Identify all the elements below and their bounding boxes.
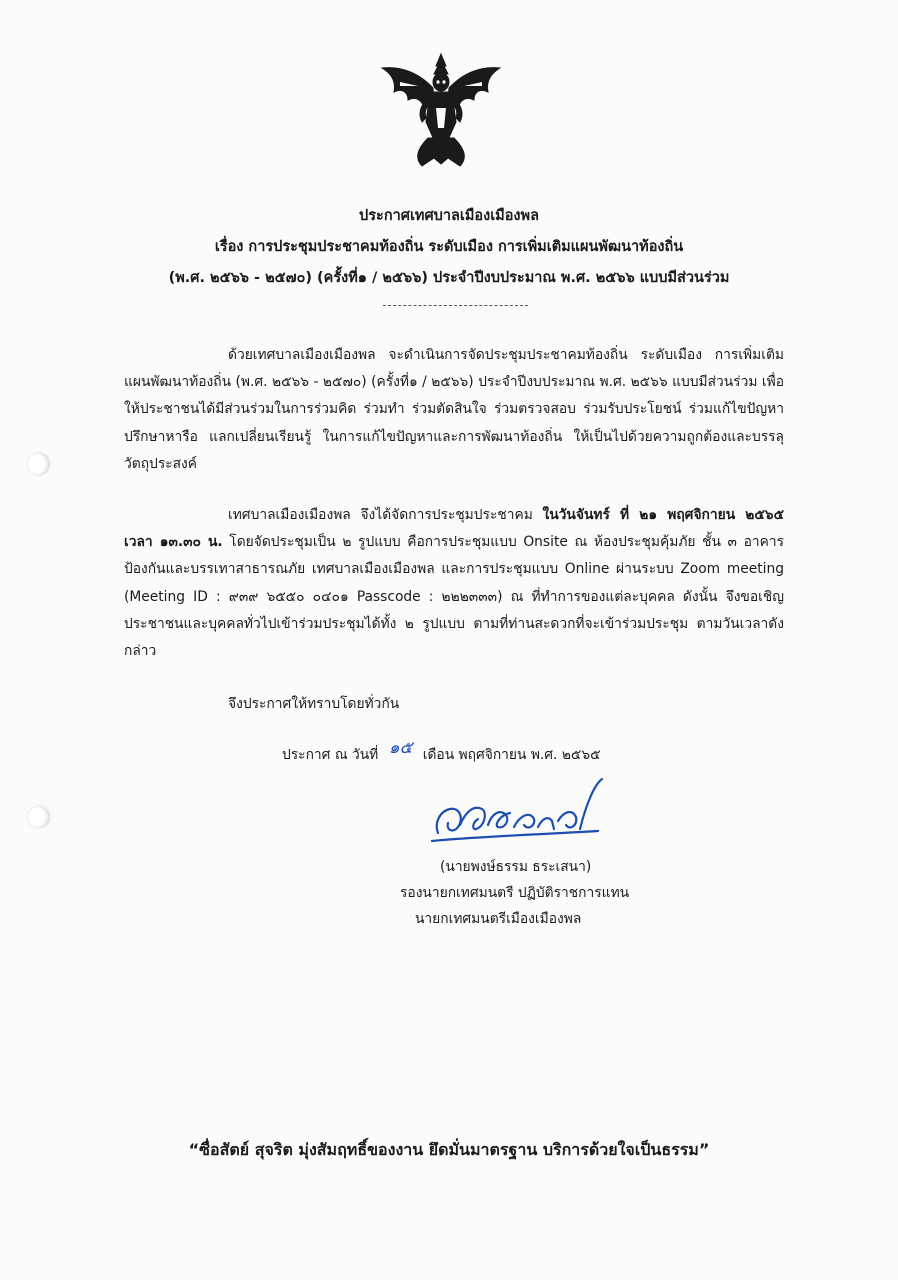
- signatory-title: รองนายกเทศมนตรี ปฏิบัติราชการแทน: [400, 885, 630, 901]
- paragraph-intro: ด้วยเทศบาลเมืองเมืองพล จะดำเนินการจัดประชุมประชาคมท้องถิ่น ระดับเมือง การเพิ่มเติมแผนพัฒนาท้องถิ่น (พ.ศ. ๒๕๖๖ - ๒๕๗๐) (ครั้งที่๑ / ๒๕๖๖) ประจำปีงบประมาณ พ.ศ. ๒๕๖๖ แบบมีส่วนร่วม เพื่อให้ประชาชนได้มีส่วนร่วมในการร่วมคิด ร่วมทำ ร่วมตัดสินใจ ร่วมตรวจสอบ ร่วมรับประโยชน์ ร่วมแก้ไขปัญหา ปรึกษาหารือ แลกเปลี่ยนเรียนรู้ ในการแก้ไขปัญหาและการพัฒนาท้องถิ่น ให้เป็นไปด้วยความถูกต้องและบรรลุวัตถุประสงค์: [124, 347, 784, 472]
- meeting-datetime: ในวันจันทร์ ที่ ๒๑ พฤศจิกายน ๒๕๖๕ เวลา ๑๓.๓๐ น.: [124, 507, 785, 551]
- announcement-text: จึงประกาศให้ทราบโดยทั่วกัน: [228, 696, 400, 712]
- signatory-name: (นายพงษ์ธรรม ธระเสนา): [440, 859, 592, 875]
- document-subject-period: (พ.ศ. ๒๕๖๖ - ๒๕๗๐) (ครั้งที่๑ / ๒๕๖๖) ประจำปีงบประมาณ พ.ศ. ๒๕๖๖ แบบมีส่วนร่วม: [168, 270, 730, 286]
- punch-hole-bottom: [28, 806, 50, 828]
- announcement-date: ประกาศ ณ วันที่ ๑๕ เดือน พฤศจิกายน พ.ศ. ๒๕๖๕: [282, 738, 601, 763]
- garuda-emblem-icon: [378, 52, 504, 172]
- heading-separator: [383, 305, 528, 306]
- handwritten-signature-icon: [430, 775, 610, 850]
- document-subject: เรื่อง การประชุมประชาคมท้องถิ่น ระดับเมือง การเพิ่มเติมแผนพัฒนาท้องถิ่น: [214, 239, 684, 255]
- date-day-handwritten: ๑๕: [388, 738, 413, 758]
- paragraph-meeting-details: เทศบาลเมืองเมืองพล จึงได้จัดการประชุมประชาคม ในวันจันทร์ ที่ ๒๑ พฤศจิกายน ๒๕๖๕ เวลา ๑๓.๓๐ น. โดยจัดประชุมเป็น ๒ รูปแบบ คือการประชุมแบบ Onsite ณ ห้องประชุมคุ้มภัย ชั้น ๓ อาคารป้องกันและบรรเทาสาธารณภัย เทศบาลเมืองเมืองพล และการประชุมแบบ Online ผ่านระบบ Zoom meeting (Meeting ID : ๙๓๙ ๖๕๕๐ ๐๔๐๑ Passcode : ๒๒๒๓๓๓) ณ ที่ทำการของแต่ละบุคคล ดังนั้น จึงขอเชิญประชาชนและบุคคลทั่วไปเข้าร่วมประชุมได้ทั้ง ๒ รูปแบบ ตามที่ท่านสะดวกที่จะเข้าร่วมประชุม ตามวันเวลาดังกล่าว: [124, 507, 785, 660]
- motto-footer: “ซื่อสัตย์ สุจริต มุ่งสัมฤทธิ์ของงาน ยึดมั่นมาตรฐาน บริการด้วยใจเป็นธรรม”: [188, 1140, 710, 1159]
- punch-hole-top: [28, 453, 50, 475]
- document-heading: ประกาศเทศบาลเมืองเมืองพล: [359, 208, 539, 224]
- signatory-organization: นายกเทศมนตรีเมืองเมืองพล: [415, 911, 582, 927]
